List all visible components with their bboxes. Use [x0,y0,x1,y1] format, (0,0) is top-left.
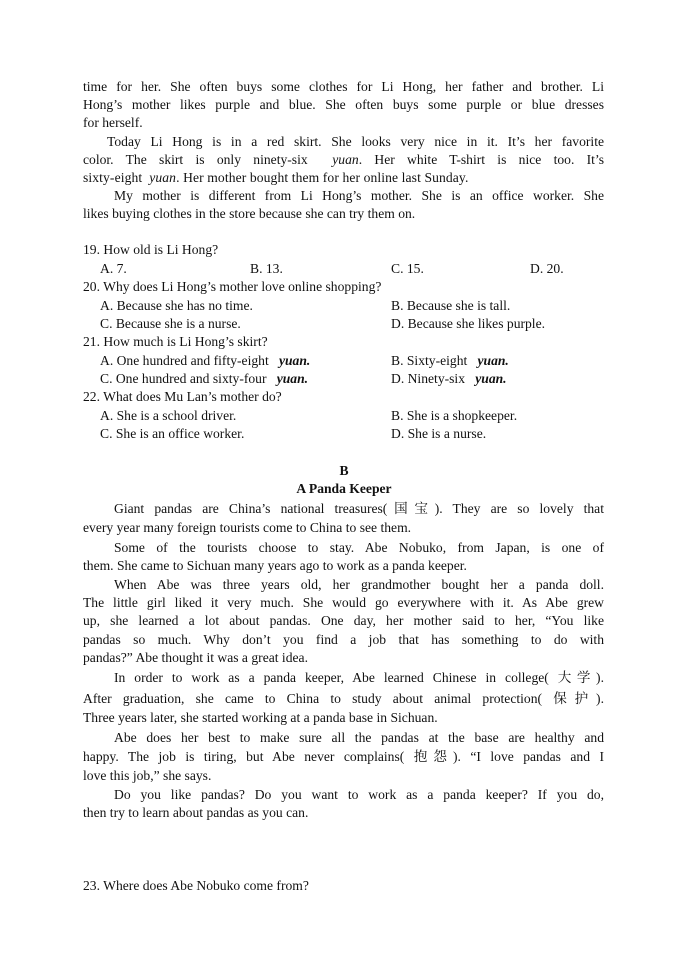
passage-b-line-8: pandas so much. Why don’t you find a job that has something to do with [83,632,604,647]
passage-b-line-1: Giant pandas are China’s national treasures(国宝). They are so lovely that [114,501,604,516]
q21-option-b [391,352,509,370]
text-segment: sixty-eight [83,170,143,185]
option-unit: yuan. [276,371,309,386]
passage-b-line-15: love this job,” she says. [83,768,212,783]
option-unit: yuan. [278,353,311,368]
passage-b-line-13: Abe does her best to make sure all the pandas at the base are healthy and [114,730,604,745]
passage-b-line-4: them. She came to Sichuan many years ago to work as a panda keeper. [83,558,467,573]
q20-option-b: B. Because she is tall. [391,298,511,313]
passage-b-line-17: then try to learn about pandas as you can. [83,805,309,820]
passage-b-line-16: Do you like pandas? Do you want to work as a panda keeper? If you do, [114,787,604,802]
q22-option-d: D. She is a nurse. [391,426,487,441]
currency-word: yuan [149,170,177,185]
question-20: 20. Why does Li Hong’s mother love online shopping? [83,279,382,294]
passage-b-line-10: In order to work as a panda keeper, Abe learned Chinese in college( 大学). [114,670,604,685]
passage-b-line-12: Three years later, she started working at a panda base in Sichuan. [83,710,438,725]
option-text: D. Ninety-six [391,371,466,386]
q19-option-d: D. 20. [530,261,564,276]
option-text: B. Sixty-eight [391,353,468,368]
section-title: A Panda Keeper [296,481,392,496]
option-text: A. One hundred and fifty-eight [100,353,269,368]
q20-option-a: A. Because she has no time. [100,298,253,313]
q19-option-a: A. 7. [100,261,127,276]
passage-b-line-6: The little girl liked it very much. She would go everywhere with it. As Abe grew [83,595,604,610]
passage-a-line-3: for herself. [83,115,143,130]
passage-a-line-1: time for her. She often buys some clothes for Li Hong, her father and brother. Li [83,79,604,94]
passage-b-line-7: up, she learned a lot about pandas. One day, her mother said to her, “You like [83,613,604,628]
q21-option-a [100,352,310,370]
text-segment: . Her white T-shirt is nice too. It’s [358,152,605,167]
q19-option-b: B. 13. [250,261,283,276]
text-segment: color. The skirt is only ninety-six [83,152,308,167]
text-segment: . Her mother bought them for her online last Sunday. [176,170,469,185]
q20-option-c: C. Because she is a nurse. [100,316,241,331]
currency-word: yuan [332,152,359,167]
passage-a-line-7: My mother is different from Li Hong’s mother. She is an office worker. She [114,188,604,203]
q22-option-b: B. She is a shopkeeper. [391,408,518,423]
section-letter: B [339,463,349,478]
passage-a-line-6 [83,169,604,187]
passage-b-line-2: every year many foreign tourists come to China to see them. [83,520,412,535]
passage-b-line-11: After graduation, she came to China to study about animal protection( 保护). [83,691,604,706]
question-21: 21. How much is Li Hong’s skirt? [83,334,268,349]
option-unit: yuan. [475,371,507,386]
passage-b-line-14: happy. The job is tiring, but Abe never complains( 抱怨). “I love pandas and I [83,749,604,764]
q20-option-d: D. Because she likes purple. [391,316,546,331]
q21-option-d [391,370,507,388]
passage-b-line-3: Some of the tourists choose to stay. Abe Nobuko, from Japan, is one of [114,540,604,555]
passage-a-line-8: likes buying clothes in the store because she can try them on. [83,206,416,221]
passage-b-line-5: When Abe was three years old, her grandmother bought her a panda doll. [114,577,604,592]
q22-option-a: A. She is a school driver. [100,408,237,423]
passage-a-line-5 [83,151,604,169]
q22-option-c: C. She is an office worker. [100,426,245,441]
question-23: 23. Where does Abe Nobuko come from? [83,878,309,893]
passage-a-line-4: Today Li Hong is in a red skirt. She looks very nice in it. It’s her favorite [107,134,604,149]
q21-option-c [100,370,308,388]
question-19: 19. How old is Li Hong? [83,242,219,257]
question-22: 22. What does Mu Lan’s mother do? [83,389,282,404]
q19-option-c: C. 15. [391,261,424,276]
option-unit: yuan. [477,353,509,368]
option-text: C. One hundred and sixty-four [100,371,267,386]
passage-a-line-2: Hong’s mother likes purple and blue. She often buys some purple or blue dresses [83,97,604,112]
passage-b-line-9: pandas?” Abe thought it was a great idea. [83,650,308,665]
